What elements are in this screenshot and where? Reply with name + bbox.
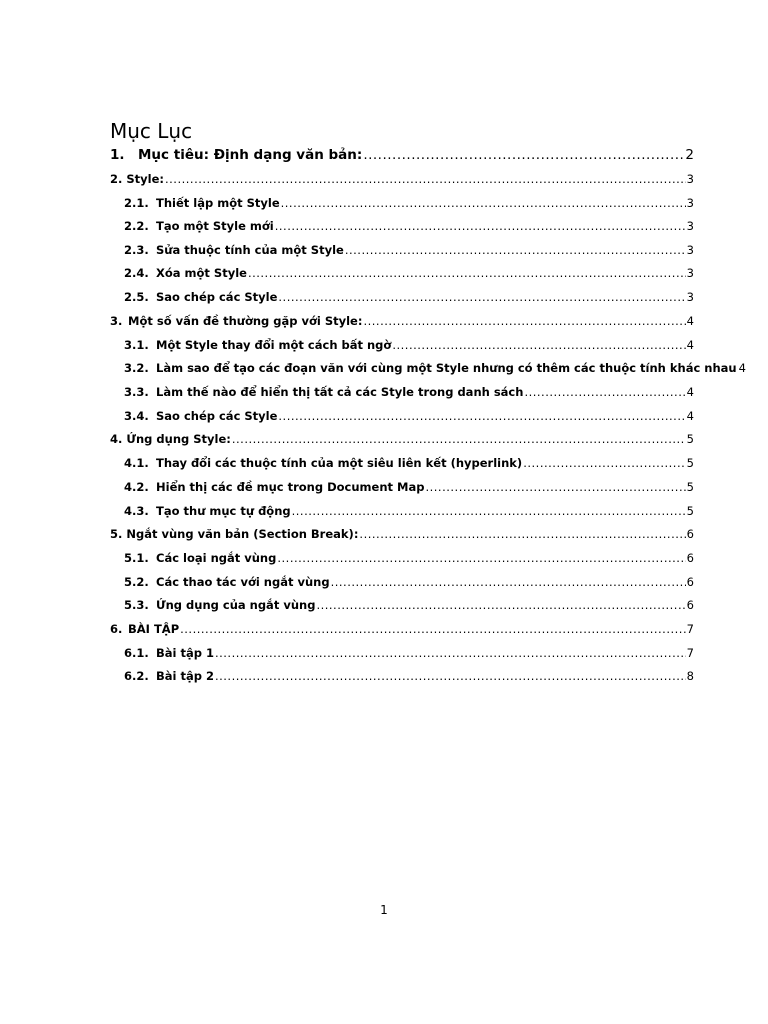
toc-entry-label: Ngắt vùng văn bản (Section Break): — [126, 527, 359, 541]
toc-entry-number: 3.2. — [124, 361, 149, 375]
toc-entry-number: 4.3. — [124, 504, 149, 518]
toc-entry-page: 6 — [686, 598, 694, 612]
toc-entry-number: 6. — [110, 622, 123, 636]
toc-entry-label: Bài tập 2 — [156, 669, 214, 683]
toc-entry-number: 4.2. — [124, 480, 149, 494]
toc-leader-dots — [232, 431, 686, 447]
toc-entry-number: 2.1. — [124, 196, 149, 210]
toc-entry-page: 5 — [686, 432, 694, 446]
toc-leader-dots — [316, 597, 685, 613]
toc-entry-label: BÀI TẬP — [128, 622, 180, 636]
toc-entry-number: 2. — [110, 172, 123, 186]
toc-entry[interactable] — [0, 384, 768, 400]
toc-entry[interactable] — [0, 431, 768, 447]
toc-leader-dots — [275, 218, 686, 234]
toc-entry-page: 4 — [738, 361, 746, 375]
toc-entry[interactable] — [0, 289, 768, 305]
toc-entry[interactable] — [0, 195, 768, 211]
toc-entry-page: 3 — [686, 243, 694, 257]
toc-entry[interactable] — [0, 597, 768, 613]
toc-entry-page: 4 — [686, 385, 694, 399]
toc-entry[interactable] — [0, 503, 768, 519]
toc-entry-label: Một Style thay đổi một cách bất ngờ — [156, 338, 392, 352]
toc-entry-number: 2.2. — [124, 219, 149, 233]
toc-entry-number: 5.3. — [124, 598, 149, 612]
toc-entry-label: Một số vấn đề thường gặp với Style: — [128, 314, 363, 328]
toc-entry[interactable] — [0, 574, 768, 590]
toc-entry[interactable] — [0, 479, 768, 495]
toc-entry-page: 4 — [686, 314, 694, 328]
toc-entry-page: 5 — [686, 480, 694, 494]
toc-entry-number: 6.2. — [124, 669, 149, 683]
toc-leader-dots — [392, 337, 685, 353]
toc-entry-page: 5 — [686, 504, 694, 518]
toc-entry-page: 3 — [686, 290, 694, 304]
toc-entry-page: 3 — [686, 219, 694, 233]
toc-entry-number: 3.1. — [124, 338, 149, 352]
toc-entry[interactable] — [0, 668, 768, 684]
toc-entry[interactable] — [0, 313, 768, 329]
toc-entry-label: Các thao tác với ngắt vùng — [156, 575, 330, 589]
toc-entry-number: 6.1. — [124, 646, 149, 660]
toc-leader-dots — [165, 171, 686, 187]
toc-entry-number: 5. — [110, 527, 123, 541]
toc-entry-number: 2.4. — [124, 266, 149, 280]
toc-entry-page: 6 — [686, 575, 694, 589]
toc-entry[interactable] — [0, 645, 768, 661]
toc-entry[interactable] — [0, 337, 768, 353]
toc-entry-page: 5 — [686, 456, 694, 470]
toc-entry-number: 3.4. — [124, 409, 149, 423]
toc-leader-dots — [359, 526, 685, 542]
toc-entry-number: 1. — [110, 147, 125, 163]
toc-entry-page: 4 — [686, 338, 694, 352]
toc-entry-label: Ứng dụng của ngắt vùng — [156, 598, 316, 612]
toc-entry[interactable] — [0, 621, 768, 637]
toc-entry-number: 2.3. — [124, 243, 149, 257]
toc-leader-dots — [281, 195, 686, 211]
toc-entry-number: 4. — [110, 432, 123, 446]
toc-leader-dots — [215, 668, 686, 684]
toc-entry-page: 4 — [686, 409, 694, 423]
toc-leader-dots — [425, 479, 685, 495]
toc-entry-page: 7 — [686, 622, 694, 636]
toc-leader-dots — [363, 146, 684, 164]
toc-entry[interactable] — [0, 550, 768, 566]
toc-entry-page: 7 — [686, 646, 694, 660]
toc-entry-label: Làm sao để tạo các đoạn văn với cùng một Style nhưng có thêm các thuộc tính khác nhau — [156, 361, 737, 375]
toc-entry-label: Tạo thư mục tự động — [156, 504, 291, 518]
page-number: 1 — [380, 903, 388, 917]
toc-leader-dots — [215, 645, 686, 661]
toc-title: Mục Lục — [110, 119, 193, 143]
toc-entry-label: Hiển thị các đề mục trong Document Map — [156, 480, 425, 494]
toc-entry-page: 2 — [685, 147, 694, 163]
toc-entry-page: 8 — [686, 669, 694, 683]
toc-entry-label: Sửa thuộc tính của một Style — [156, 243, 344, 257]
toc-leader-dots — [292, 503, 686, 519]
toc-leader-dots — [278, 289, 685, 305]
toc-entry[interactable] — [0, 146, 768, 164]
toc-entry-number: 5.1. — [124, 551, 149, 565]
toc-entry-label: Làm thế nào để hiển thị tất cả các Style trong danh sách — [156, 385, 524, 399]
toc-leader-dots — [180, 621, 686, 637]
toc-entry[interactable] — [0, 171, 768, 187]
toc-entry-label: Xóa một Style — [156, 266, 247, 280]
toc-entry-number: 4.1. — [124, 456, 149, 470]
toc-leader-dots — [277, 550, 685, 566]
toc-leader-dots — [248, 265, 686, 281]
toc-leader-dots — [278, 408, 685, 424]
toc-leader-dots — [523, 455, 685, 471]
toc-entry-label: Thiết lập một Style — [156, 196, 280, 210]
toc-entry-number: 5.2. — [124, 575, 149, 589]
toc-entry[interactable] — [0, 218, 768, 234]
toc-entry-page: 6 — [686, 527, 694, 541]
toc-entry-label: Ứng dụng Style: — [126, 432, 231, 446]
toc-entry[interactable] — [0, 360, 768, 376]
toc-leader-dots — [363, 313, 685, 329]
toc-entry-page: 3 — [686, 172, 694, 186]
toc-entry-number: 3.3. — [124, 385, 149, 399]
toc-entry-label: Sao chép các Style — [156, 290, 278, 304]
toc-entry[interactable] — [0, 242, 768, 258]
toc-entry-label: Các loại ngắt vùng — [156, 551, 277, 565]
toc-entry-label: Sao chép các Style — [156, 409, 278, 423]
toc-entry-label: Mục tiêu: Định dạng văn bản: — [138, 147, 363, 163]
toc-entry-label: Bài tập 1 — [156, 646, 214, 660]
toc-entry[interactable] — [0, 526, 768, 542]
toc-entry-number: 3. — [110, 314, 123, 328]
toc-leader-dots — [331, 574, 686, 590]
toc-entry-page: 6 — [686, 551, 694, 565]
toc-entry-number: 2.5. — [124, 290, 149, 304]
toc-entry-label: Thay đổi các thuộc tính của một siêu liên kết (hyperlink) — [156, 456, 523, 470]
toc-entry[interactable] — [0, 265, 768, 281]
toc-entry-label: Tạo một Style mới — [156, 219, 274, 233]
toc-leader-dots — [524, 384, 685, 400]
toc-entry[interactable] — [0, 408, 768, 424]
toc-leader-dots — [345, 242, 686, 258]
toc-entry[interactable] — [0, 455, 768, 471]
toc-entry-label: Style: — [126, 172, 164, 186]
toc-entry-page: 3 — [686, 266, 694, 280]
toc-entry-page: 3 — [686, 196, 694, 210]
